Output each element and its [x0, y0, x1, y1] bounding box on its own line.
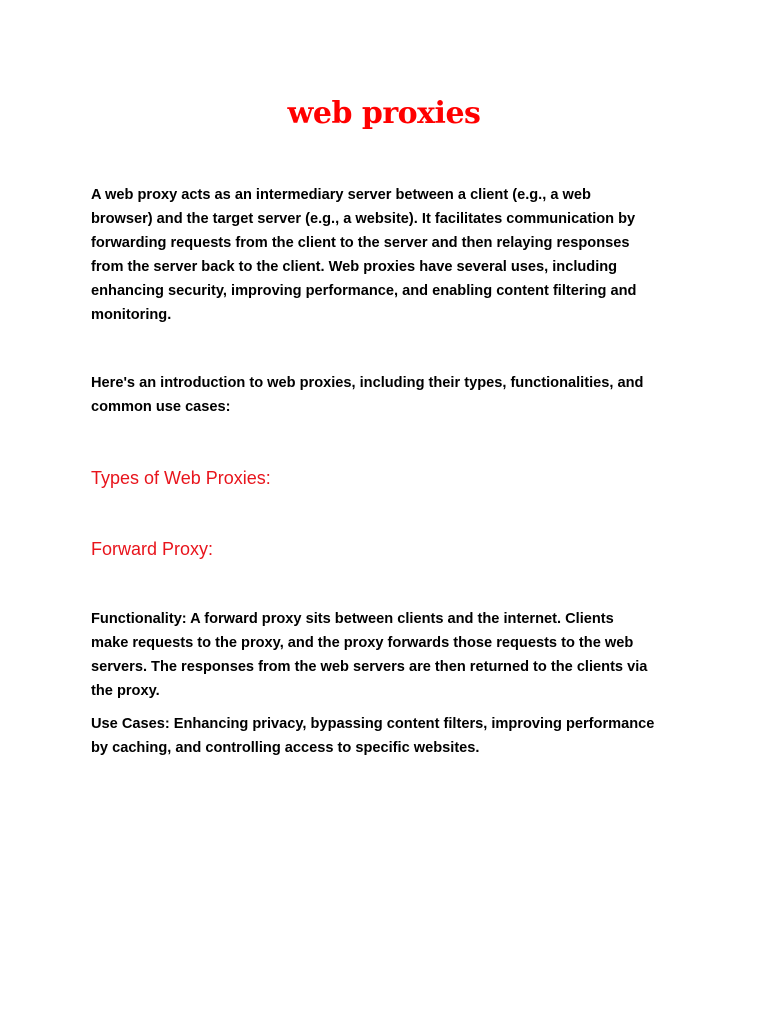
types-heading: Types of Web Proxies: — [91, 468, 271, 488]
functionality-paragraph: Functionality: A forward proxy sits between clients and the internet. Clients make requests to the proxy, and the proxy forwards those requests to the web servers. The responses from the web servers are then returned to the clients via the proxy. — [91, 611, 648, 699]
intro-paragraph: A web proxy acts as an intermediary server between a client (e.g., a web browser) and the target server (e.g., a website). It facilitates communication by forwarding requests from the client to the server and then relaying responses from the server back to the client. Web proxies have several uses, including enhancing security, improving performance, and enabling content filtering and monitoring. — [91, 187, 637, 323]
overview-paragraph: Here's an introduction to web proxies, including their types, functionalities, and common use cases: — [91, 375, 644, 415]
use-cases-paragraph: Use Cases: Enhancing privacy, bypassing content filters, improving performance by caching, and controlling access to specific websites. — [91, 716, 655, 756]
forward-proxy-heading: Forward Proxy: — [91, 539, 214, 559]
page-title: web proxies — [287, 96, 481, 131]
